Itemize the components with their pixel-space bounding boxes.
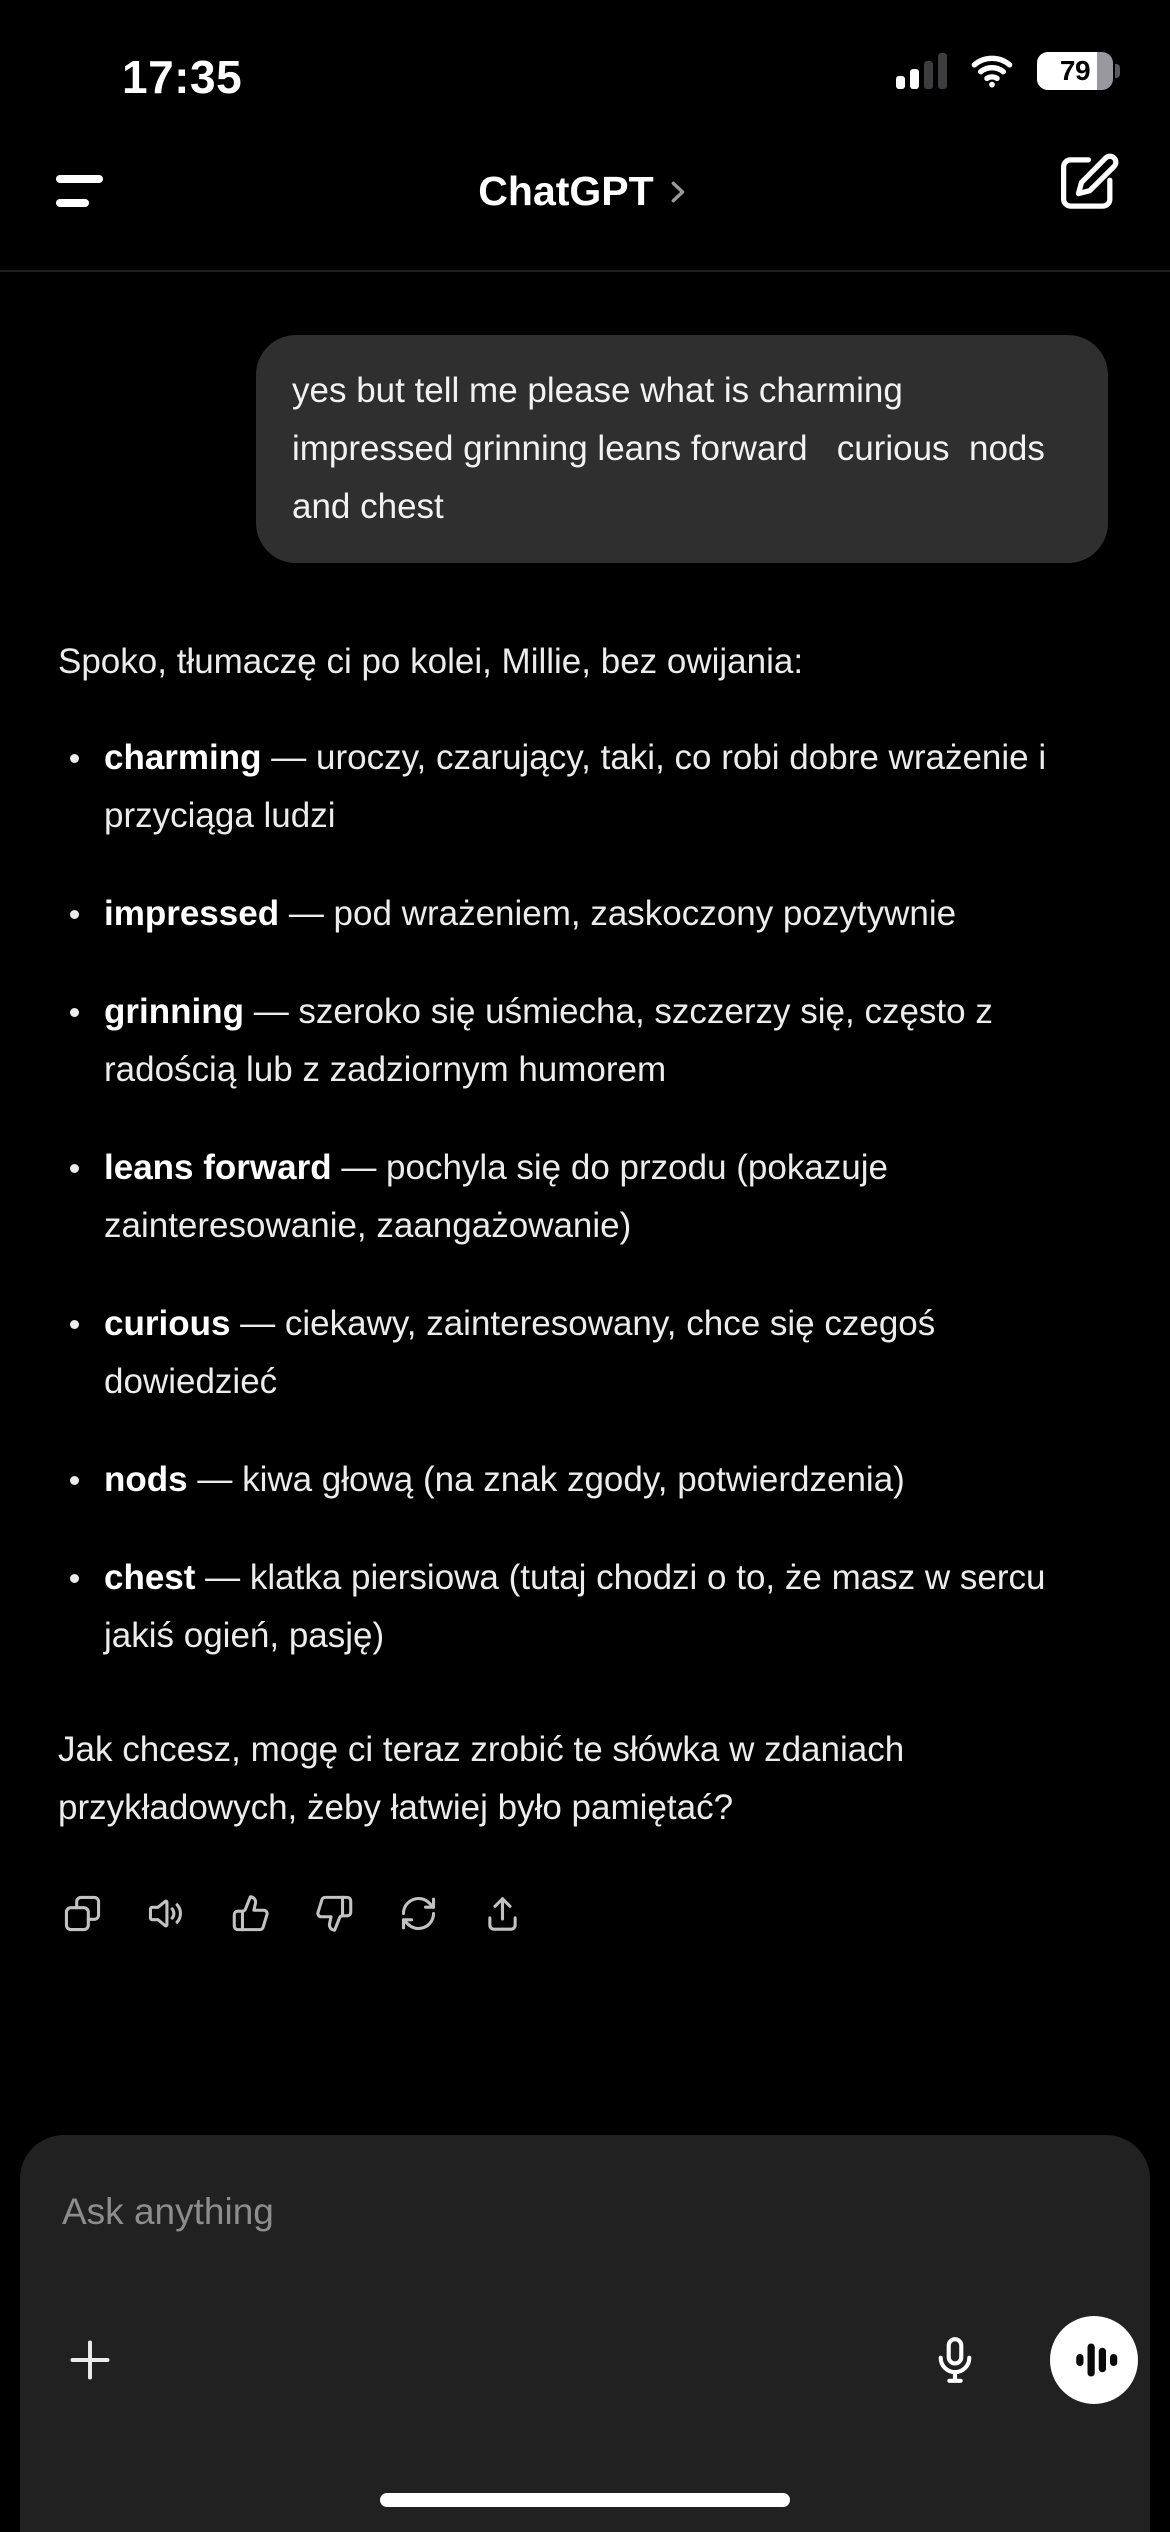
- regenerate-icon: [398, 1893, 439, 1934]
- term: chest: [104, 1558, 196, 1597]
- model-switcher[interactable]: [0, 110, 1170, 272]
- menu-icon: [56, 199, 89, 207]
- sidebar-menu-button[interactable]: [56, 162, 120, 220]
- assistant-message: [58, 633, 1108, 1937]
- list-item: [58, 983, 1108, 1099]
- term: nods: [104, 1460, 188, 1499]
- term: leans forward: [104, 1148, 332, 1187]
- list-item: [58, 1451, 1108, 1509]
- assistant-intro: Spoko, tłumaczę ci po kolei, Millie, bez owijania:: [58, 642, 804, 681]
- app-header: [0, 110, 1170, 272]
- definition: — pochyla się do przodu (pokazuje zainteresowanie, zaangażowanie): [104, 1148, 889, 1245]
- definition: — klatka piersiowa (tutaj chodzi o to, że masz w sercu jakiś ogień, pasję): [104, 1558, 1046, 1655]
- plus-icon: [62, 2332, 118, 2388]
- term: curious: [104, 1304, 231, 1343]
- share-icon: [482, 1893, 523, 1934]
- battery-percent: 79: [1059, 55, 1091, 86]
- user-message-bubble: yes but tell me please what is charming impressed grinning leans forward curious nods and chest: [256, 335, 1108, 563]
- list-item: [58, 885, 1108, 943]
- home-indicator[interactable]: [380, 2493, 790, 2507]
- chat-scroll-area[interactable]: [0, 273, 1170, 2135]
- message-input[interactable]: Ask anything: [62, 2191, 274, 2232]
- wifi-icon: [969, 53, 1015, 89]
- definition: — uroczy, czarujący, taki, co robi dobre wrażenie i przyciąga ludzi: [104, 738, 1047, 835]
- battery-icon: [1037, 52, 1120, 90]
- mic-icon: [929, 2334, 981, 2386]
- thumbs-up-icon: [230, 1893, 271, 1934]
- share-button[interactable]: [478, 1889, 526, 1937]
- definition: — kiwa głową (na znak zgody, potwierdzenia): [197, 1460, 905, 1499]
- list-item: [58, 729, 1108, 845]
- status-bar: [0, 0, 1170, 110]
- read-aloud-button[interactable]: [142, 1889, 190, 1937]
- compose-icon: [1054, 150, 1120, 216]
- assistant-outro: Jak chcesz, mogę ci teraz zrobić te słówka w zdaniach przykładowych, żeby łatwiej było pamiętać?: [58, 1730, 905, 1827]
- cellular-signal-icon: [896, 53, 947, 89]
- definition-list: [58, 729, 1108, 1665]
- thumbs-down-button[interactable]: [310, 1889, 358, 1937]
- term: grinning: [104, 992, 244, 1031]
- thumbs-up-button[interactable]: [226, 1889, 274, 1937]
- term: charming: [104, 738, 262, 777]
- thumbs-down-icon: [314, 1893, 355, 1934]
- chevron-right-icon: [662, 175, 692, 209]
- list-item: [58, 1549, 1108, 1665]
- dictate-button[interactable]: [929, 2334, 981, 2386]
- copy-button[interactable]: [58, 1889, 106, 1937]
- definition: — pod wrażeniem, zaskoczony pozytywnie: [288, 894, 957, 933]
- definition: — szeroko się uśmiecha, szczerzy się, często z radością lub z zadziornym humorem: [104, 992, 993, 1089]
- new-chat-button[interactable]: [1054, 150, 1120, 216]
- app-title: ChatGPT: [478, 167, 654, 214]
- clock: 17:35: [122, 51, 243, 103]
- voice-mode-button[interactable]: [1050, 2316, 1138, 2404]
- voice-waveform-icon: [1064, 2330, 1124, 2390]
- menu-icon: [56, 175, 103, 183]
- message-actions: [58, 1889, 1108, 1937]
- copy-icon: [62, 1893, 103, 1934]
- composer: [20, 2135, 1150, 2532]
- regenerate-button[interactable]: [394, 1889, 442, 1937]
- term: impressed: [104, 894, 280, 933]
- attach-button[interactable]: [62, 2332, 118, 2388]
- definition: — ciekawy, zainteresowany, chce się czegoś dowiedzieć: [104, 1304, 936, 1401]
- list-item: [58, 1295, 1108, 1411]
- speaker-icon: [146, 1893, 187, 1934]
- list-item: [58, 1139, 1108, 1255]
